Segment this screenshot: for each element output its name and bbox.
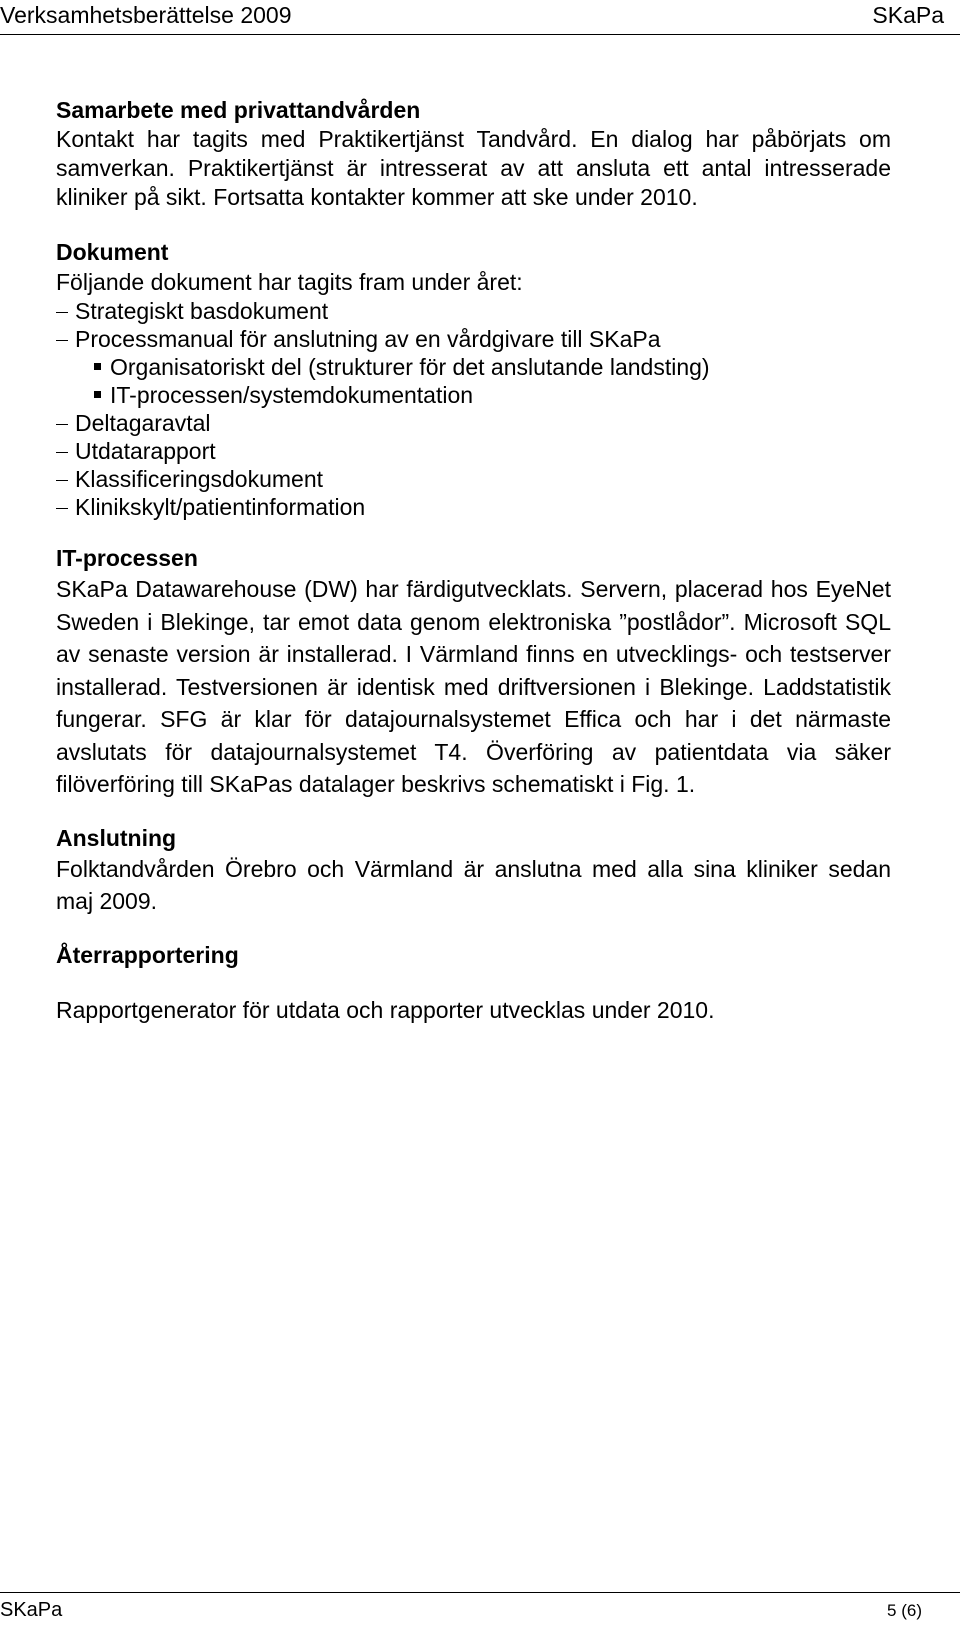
section-dokument bbox=[56, 237, 891, 521]
list-item: Klinikskylt/patientinformation bbox=[56, 493, 891, 521]
heading-samarbete: Samarbete med privattandvården bbox=[56, 97, 421, 123]
paragraph-it-processen: SKaPa Datawarehouse (DW) har färdigutvecklats. Servern, placerad hos EyeNet Sweden i Blekinge, tar emot data genom elektroniska ”postlådor”. Microsoft SQL av senaste version är installerad. I Värmland finns en utvecklings- och testserver installerad. Testversionen är identisk med driftversionen i Blekinge. Laddstatistik fungerar. SFG är klar för datajournalsystemet Effica och har i det närmaste avslutats för datajournalsystemet T4. Överföring av patientdata via säker filöverföring till SKaPas datalager beskrivs schematiskt i Fig. 1. bbox=[56, 576, 891, 797]
section-samarbete bbox=[56, 95, 891, 212]
list-item: Processmanual för anslutning av en vårdgivare till SKaPa Organisatoriskt del (strukturer för det anslutande landsting) IT-processen/systemdokumentation bbox=[56, 325, 891, 409]
footer-org: SKaPa bbox=[0, 1599, 63, 1621]
sub-list bbox=[56, 353, 891, 409]
heading-it-processen: IT-processen bbox=[56, 545, 198, 571]
section-anslutning bbox=[56, 823, 891, 918]
heading-anslutning: Anslutning bbox=[56, 824, 177, 851]
paragraph-samarbete: Kontakt har tagits med Praktikertjänst Tandvård. En dialog har påbörjats om samverkan. Praktikertjänst är intresserat av att ansluta ett antal intresserade kliniker på sikt. Fortsatta kontakter kommer att ske under 2010. bbox=[56, 126, 891, 210]
page-footer bbox=[0, 1592, 960, 1625]
section-it-processen bbox=[56, 543, 891, 801]
document-list bbox=[56, 297, 891, 521]
paragraph-aterrapportering: Rapportgenerator för utdata och rapporter utvecklas under 2010. bbox=[56, 996, 715, 1023]
paragraph-dokument-intro: Följande dokument har tagits fram under året: bbox=[56, 269, 523, 295]
document-body bbox=[56, 95, 891, 1026]
section-aterrapportering bbox=[56, 940, 891, 1027]
header-org: SKaPa bbox=[872, 2, 944, 28]
sub-list-item: Organisatoriskt del (strukturer för det anslutande landsting) bbox=[56, 353, 891, 381]
paragraph-anslutning: Folktandvården Örebro och Värmland är anslutna med alla sina kliniker sedan maj 2009. bbox=[56, 855, 891, 914]
sub-list-item: IT-processen/systemdokumentation bbox=[56, 381, 891, 409]
list-item: Deltagaravtal bbox=[56, 409, 891, 437]
document-title: Verksamhetsberättelse 2009 bbox=[0, 2, 292, 28]
list-item: Klassificeringsdokument bbox=[56, 465, 891, 493]
heading-dokument: Dokument bbox=[56, 239, 169, 265]
page-number: 5 (6) bbox=[887, 1601, 922, 1620]
page-header bbox=[0, 0, 960, 35]
list-item: Strategiskt basdokument bbox=[56, 297, 891, 325]
list-item: Utdatarapport bbox=[56, 437, 891, 465]
heading-aterrapportering: Återrapportering bbox=[56, 941, 239, 968]
